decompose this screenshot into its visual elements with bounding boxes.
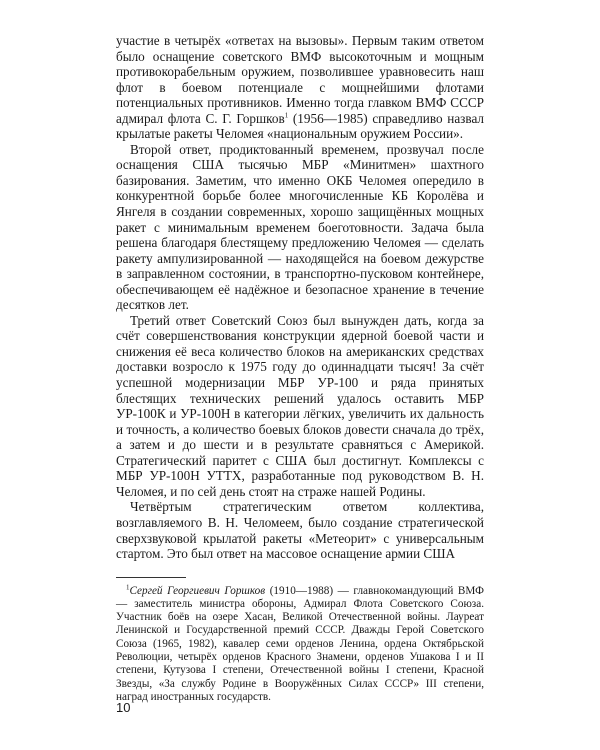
paragraph-1-text: участие в четырёх «ответах на вызовы». Первым таким ответом было оснащение советского ВМФ высокоточным и мощным противокорабельным оружием, позволившее уравновесить наш флот в боевом потенциале с мощнейшими флотами потенциальных противников. Именно тогда главком ВМФ СССР адмирал флота С. Г. Горшков — [116, 33, 484, 126]
paragraph-1-continuation: (1956—1985) справедливо назвал крылатые ракеты Челомея «национальным оружием России». — [116, 110, 484, 142]
paragraph-1 — [116, 33, 484, 142]
footnote-marker: 1 — [126, 582, 130, 591]
page-number: 10 — [116, 700, 131, 715]
paragraph-2: Второй ответ, продиктованный временем, прозвучал после оснащения США тысячью МБР «Минитмен» шахтного базирования. Заметим, что именно ОКБ Челомея опередило в конкурентной борьбе более многочисленные КБ Королёва и Янгеля в создании современных, хорошо защищённых мощных ракет с минимальным временем боеготовности. Задача была решена благодаря блестящему предложению Челомея — сделать ракету ампулизированной — находящейся на боевом дежурстве в заправленном состоянии, в транспортно-пусковом контейнере, обеспечивающем её надёжное и безопасное хранение в течение десятков лет. — [116, 141, 484, 313]
main-text — [116, 33, 484, 562]
footnote-reference: 1 — [284, 111, 289, 120]
footnote — [116, 582, 484, 705]
paragraph-4: Четвёртым стратегическим ответом коллектива, возглавляемого В. Н. Челомеем, было создание стратегической сверхзвуковой крылатой ракеты «Метеорит» с универсальным стартом. Это был ответ на массовое оснащение армии США — [116, 499, 484, 562]
page-body — [116, 33, 484, 704]
paragraph-3: Третий ответ Советский Союз был вынужден дать, когда за счёт совершенствования конструкции ядерной боевой части и снижения её веса количество блоков на американских средствах доставки возросло к 1975 году до одиннадцати тысяч! За счёт успешной модернизации МБР УР-100 и ряда принятых блестящих технических решений удалось оставить МБР УР-100К и УР-100Н в категории лёгких, увеличить их дальность и точность, а количество боевых блоков довести сначала до трёх, а затем и до шести и в результате сравняться с Америкой. Стратегический паритет с США был достигнут. Комплексы с МБР УР-100Н УТТХ, разработанные под руководством В. Н. Челомея, и по сей день стоят на страже нашей Родины. — [116, 312, 484, 499]
footnote-divider — [116, 577, 186, 578]
footnote-person-name: Сергей Георгиевич Горшков — [129, 584, 266, 597]
footnote-text: (1910—1988) — главнокомандующий ВМФ — заместитель министра обороны, Адмирал Флота Советского Союза. Участник боёв на озере Хасан, Великой Отечественной войны. Лауреат Ленинской и Государственной премий СССР. Дважды Герой Советского Союза (1965, 1982), кавалер семи орденов Ленина, ордена Октябрьской Революции, четырёх орденов Красного Знамени, орденов Ушакова I и II степени, Кутузова I степени, Отечественной войны I степени, Красной Звезды, «За службу Родине в Вооружённых Силах СССР» III степени, наград иностранных государств. — [116, 584, 484, 703]
